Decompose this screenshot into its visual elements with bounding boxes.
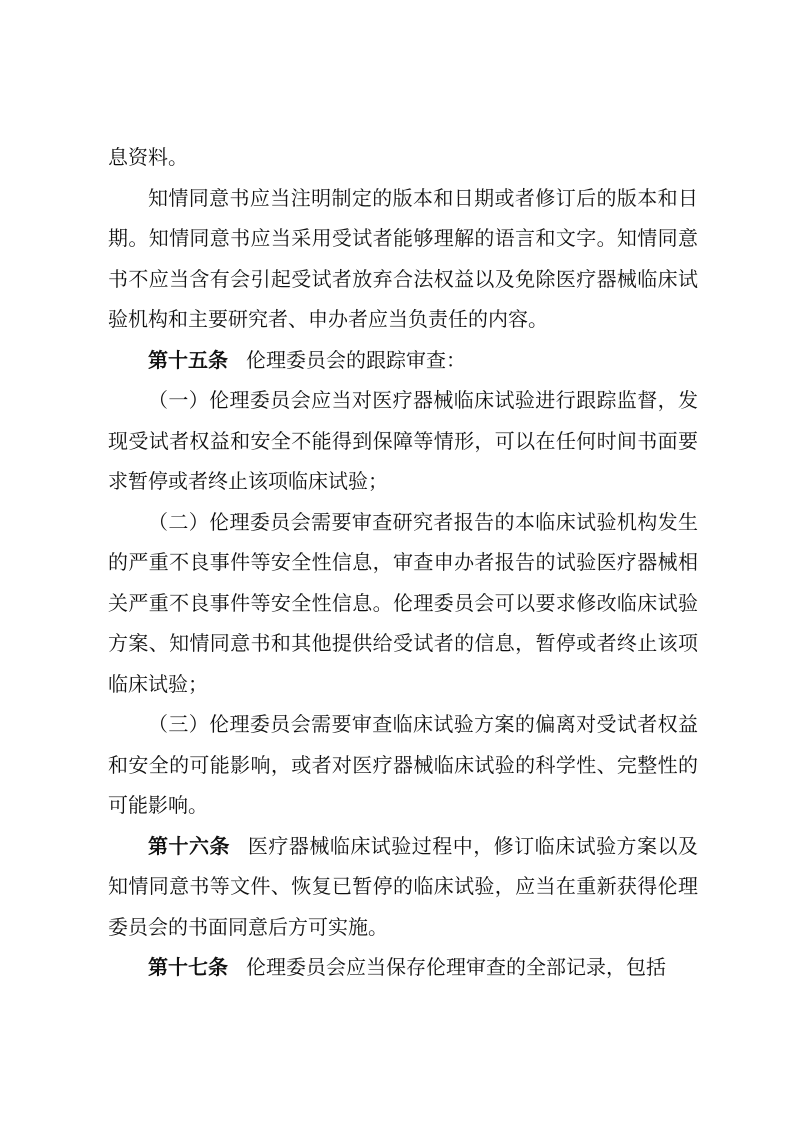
article-16 [108,826,698,948]
article-15-item-3 [108,704,698,826]
paragraph-text: 伦理委员会应当保存伦理审查的全部记录，包括 [246,955,666,979]
paragraph-informed-consent [108,178,698,340]
paragraph-text: （一）伦理委员会应当对医疗器械临床试验进行跟踪监督，发现受试者权益和安全不能得到保障等情形，可以在任何时间书面要求暂停或者终止该项临床试验； [108,388,698,493]
article-number: 第十七条 [148,955,228,979]
paragraph-text: （三）伦理委员会需要审查临床试验方案的偏离对受试者权益和安全的可能影响，或者对医疗器械临床试验的科学性、完整性的可能影响。 [108,712,698,817]
article-15-item-2 [108,502,698,705]
article-number: 第十六条 [148,833,230,858]
article-15-item-1 [108,380,698,502]
document-body [108,137,698,988]
paragraph-continuation [108,137,698,178]
paragraph-text: 知情同意书应当注明制定的版本和日期或者修订后的版本和日期。知情同意书应当采用受试者能够理解的语言和文字。知情同意书不应当含有会引起受试者放弃合法权益以及免除医疗器械临床试验机构和主要研究者、申办者应当负责任的内容。 [108,185,698,331]
paragraph-text: 伦理委员会的跟踪审查： [246,347,466,372]
paragraph-text: 医疗器械临床试验过程中，修订临床试验方案以及知情同意书等文件、恢复已暂停的临床试验，应当在重新获得伦理委员会的书面同意后方可实施。 [108,833,699,939]
article-15-heading [108,340,698,381]
paragraph-text: （二）伦理委员会需要审查研究者报告的本临床试验机构发生的严重不良事件等安全性信息，审查申办者报告的试验医疗器械相关严重不良事件等安全性信息。伦理委员会可以要求修改临床试验方案、知情同意书和其他提供给受试者的信息，暂停或者终止该项临床试验； [108,509,698,696]
paragraph-text: 息资料。 [108,145,188,169]
article-number: 第十五条 [148,347,228,372]
article-17 [108,947,698,988]
